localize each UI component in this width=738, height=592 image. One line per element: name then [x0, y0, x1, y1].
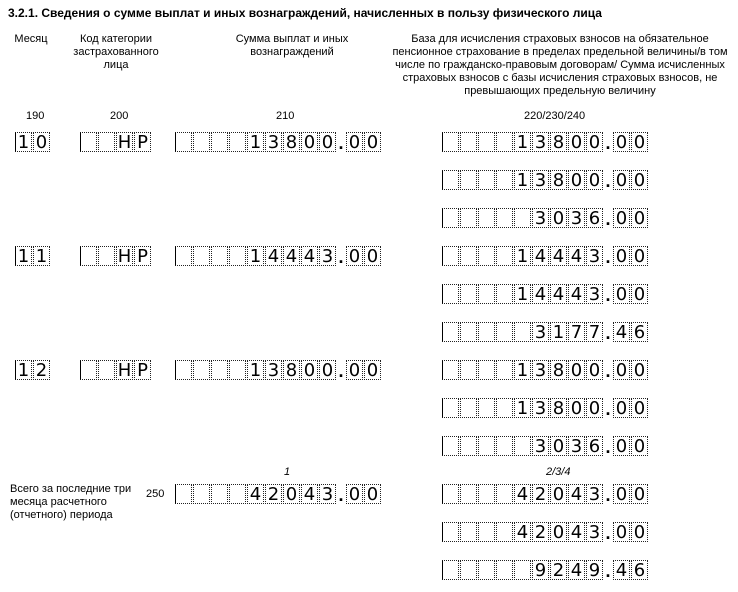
digit-cell: [442, 436, 459, 456]
digit-cell: 2: [265, 484, 282, 504]
digit-cell: 3: [319, 484, 336, 504]
digit-cell: [478, 484, 495, 504]
digit-cell: 9: [532, 560, 549, 580]
digit-cell: 4: [568, 284, 585, 304]
digit-cell: [460, 132, 477, 152]
digit-cell: [496, 398, 513, 418]
decimal-point: .: [338, 361, 344, 381]
digit-cell: [496, 208, 513, 228]
digit-cell: 4: [568, 560, 585, 580]
digit-cell: 0: [631, 170, 648, 190]
digit-cell: 0: [613, 436, 630, 456]
digit-cell: 0: [346, 484, 363, 504]
digit-cell: 0: [283, 484, 300, 504]
code-category: 200: [110, 110, 129, 122]
char-cell: Р: [134, 132, 151, 152]
digit-cell: 1: [514, 398, 531, 418]
digit-cell: [496, 484, 513, 504]
digit-cell: 3: [586, 246, 603, 266]
digit-cell: 4: [247, 484, 264, 504]
digit-cell: [442, 484, 459, 504]
sum-field[interactable]: [175, 358, 382, 380]
digit-cell: 3: [532, 132, 549, 152]
digit-cell: 8: [283, 132, 300, 152]
digit-cell: [478, 360, 495, 380]
digit-cell: 8: [550, 398, 567, 418]
digit-cell: [193, 484, 210, 504]
digit-cell: 0: [346, 360, 363, 380]
header-sum: Сумма выплат и иных вознаграждений: [235, 33, 349, 58]
digit-cell: 6: [631, 322, 648, 342]
decimal-point: .: [605, 133, 611, 153]
digit-cell: 0: [33, 132, 50, 152]
digit-cell: 4: [265, 246, 282, 266]
header-month: Месяц: [14, 33, 48, 45]
sum-field[interactable]: [175, 130, 382, 152]
char-cell: Р: [134, 246, 151, 266]
header-base: База для исчисления страховых взносов на обязательное пенсионное страхование в пределах предельной величины/в том числе по гражданско-правовым договорам/ Сумма исчисленных страховых взносов с базы исчисления страховых взносов, не превышающих предельную величину: [392, 33, 728, 97]
header-category: Код категории застрахованного лица: [73, 33, 159, 71]
decimal-point: .: [338, 133, 344, 153]
digit-cell: 6: [586, 436, 603, 456]
digit-cell: 3: [568, 208, 585, 228]
digit-cell: 1: [514, 284, 531, 304]
digit-cell: [442, 360, 459, 380]
digit-cell: [442, 208, 459, 228]
digit-cell: 4: [568, 246, 585, 266]
digit-cell: 2: [550, 560, 567, 580]
digit-cell: [211, 484, 228, 504]
digit-cell: 0: [613, 246, 630, 266]
digit-cell: [514, 436, 531, 456]
month-field[interactable]: [15, 244, 51, 266]
digit-cell: [211, 132, 228, 152]
base-field-230[interactable]: [442, 282, 649, 304]
digit-cell: [460, 322, 477, 342]
digit-cell: 1: [33, 246, 50, 266]
digit-cell: [460, 484, 477, 504]
digit-cell: 8: [550, 170, 567, 190]
digit-cell: [229, 484, 246, 504]
digit-cell: 2: [33, 360, 50, 380]
char-cell: Н: [117, 360, 132, 381]
total-base-field-240[interactable]: [442, 558, 649, 580]
digit-cell: [478, 246, 495, 266]
digit-cell: 0: [631, 208, 648, 228]
decimal-point: .: [605, 171, 611, 191]
digit-cell: 4: [613, 322, 630, 342]
digit-cell: [460, 170, 477, 190]
digit-cell: [496, 170, 513, 190]
digit-cell: 0: [613, 170, 630, 190]
digit-cell: 0: [550, 484, 567, 504]
digit-cell: [478, 560, 495, 580]
code-total-line: 250: [146, 488, 165, 500]
digit-cell: 3: [532, 436, 549, 456]
digit-cell: 8: [283, 360, 300, 380]
digit-cell: [460, 360, 477, 380]
digit-cell: 0: [550, 522, 567, 542]
digit-cell: [496, 360, 513, 380]
digit-cell: 4: [568, 522, 585, 542]
digit-cell: [478, 170, 495, 190]
digit-cell: [514, 560, 531, 580]
digit-cell: [460, 284, 477, 304]
digit-cell: 3: [319, 246, 336, 266]
digit-cell: [478, 436, 495, 456]
digit-cell: 0: [568, 132, 585, 152]
digit-cell: 6: [631, 560, 648, 580]
digit-cell: 0: [613, 360, 630, 380]
digit-cell: 0: [568, 170, 585, 190]
digit-cell: [211, 360, 228, 380]
digit-cell: 0: [631, 284, 648, 304]
digit-cell: 4: [301, 246, 318, 266]
base-field-230[interactable]: [442, 168, 649, 190]
char-cell: Н: [117, 246, 132, 267]
digit-cell: [514, 208, 531, 228]
digit-cell: 2: [532, 484, 549, 504]
decimal-point: .: [605, 209, 611, 229]
digit-cell: 2: [532, 522, 549, 542]
digit-cell: [460, 208, 477, 228]
digit-cell: 1: [550, 322, 567, 342]
base-field-240[interactable]: [442, 434, 649, 456]
decimal-point: .: [605, 523, 611, 543]
base-field-220[interactable]: [442, 244, 649, 266]
digit-cell: [460, 560, 477, 580]
digit-cell: 4: [283, 246, 300, 266]
digit-cell: 0: [586, 170, 603, 190]
digit-cell: 0: [613, 208, 630, 228]
digit-cell: 0: [613, 284, 630, 304]
digit-cell: 0: [613, 522, 630, 542]
digit-cell: [496, 132, 513, 152]
decimal-point: .: [605, 361, 611, 381]
digit-cell: [496, 246, 513, 266]
code-total-base: 2/3/4: [546, 466, 571, 478]
digit-cell: [229, 246, 246, 266]
digit-cell: [478, 398, 495, 418]
digit-cell: 4: [514, 522, 531, 542]
digit-cell: 4: [301, 484, 318, 504]
digit-cell: 4: [532, 246, 549, 266]
base-field-240[interactable]: [442, 320, 649, 342]
digit-cell: 0: [364, 360, 381, 380]
digit-cell: 8: [550, 360, 567, 380]
digit-cell: 1: [247, 132, 264, 152]
digit-cell: 3: [586, 522, 603, 542]
digit-cell: 3: [568, 436, 585, 456]
digit-cell: 0: [550, 208, 567, 228]
digit-cell: 0: [550, 436, 567, 456]
digit-cell: [193, 360, 210, 380]
digit-cell: 0: [319, 132, 336, 152]
decimal-point: .: [605, 399, 611, 419]
digit-cell: 4: [532, 284, 549, 304]
char-cell: [80, 132, 97, 152]
digit-cell: [478, 522, 495, 542]
digit-cell: 1: [247, 360, 264, 380]
digit-cell: [442, 398, 459, 418]
digit-cell: 3: [586, 284, 603, 304]
total-sum-field[interactable]: [175, 482, 382, 504]
digit-cell: [496, 322, 513, 342]
digit-cell: 3: [532, 398, 549, 418]
code-sum: 210: [276, 110, 295, 122]
category-field[interactable]: [80, 358, 152, 380]
digit-cell: [193, 246, 210, 266]
digit-cell: 4: [550, 284, 567, 304]
digit-cell: 0: [631, 246, 648, 266]
digit-cell: [175, 246, 192, 266]
digit-cell: 0: [631, 522, 648, 542]
decimal-point: .: [605, 561, 611, 581]
decimal-point: .: [605, 485, 611, 505]
digit-cell: [229, 132, 246, 152]
decimal-point: .: [605, 437, 611, 457]
digit-cell: 1: [15, 360, 32, 380]
digit-cell: 1: [514, 170, 531, 190]
digit-cell: 0: [346, 132, 363, 152]
digit-cell: 0: [586, 132, 603, 152]
digit-cell: 0: [631, 398, 648, 418]
digit-cell: [442, 246, 459, 266]
digit-cell: 0: [568, 360, 585, 380]
digit-cell: 0: [586, 398, 603, 418]
category-field[interactable]: [80, 244, 152, 266]
digit-cell: 0: [631, 132, 648, 152]
base-field-220[interactable]: [442, 358, 649, 380]
digit-cell: [442, 522, 459, 542]
digit-cell: 1: [247, 246, 264, 266]
digit-cell: 0: [364, 246, 381, 266]
decimal-point: .: [605, 323, 611, 343]
char-cell: [98, 360, 115, 380]
digit-cell: 0: [613, 132, 630, 152]
char-cell: [80, 246, 97, 266]
digit-cell: [496, 436, 513, 456]
digit-cell: [514, 322, 531, 342]
digit-cell: 0: [301, 360, 318, 380]
digit-cell: 3: [265, 132, 282, 152]
digit-cell: [442, 132, 459, 152]
digit-cell: [175, 360, 192, 380]
digit-cell: 1: [514, 246, 531, 266]
code-base: 220/230/240: [524, 110, 586, 122]
decimal-point: .: [605, 247, 611, 267]
digit-cell: 3: [532, 322, 549, 342]
digit-cell: 0: [631, 360, 648, 380]
digit-cell: 0: [568, 398, 585, 418]
digit-cell: [442, 170, 459, 190]
code-total-sum: 1: [284, 466, 291, 478]
digit-cell: 0: [631, 484, 648, 504]
digit-cell: [175, 484, 192, 504]
char-cell: Н: [117, 132, 132, 153]
digit-cell: [175, 132, 192, 152]
digit-cell: 7: [586, 322, 603, 342]
digit-cell: 0: [613, 398, 630, 418]
digit-cell: [211, 246, 228, 266]
digit-cell: 3: [586, 484, 603, 504]
code-month: 190: [26, 110, 45, 122]
digit-cell: 0: [631, 436, 648, 456]
digit-cell: 0: [319, 360, 336, 380]
digit-cell: 4: [568, 484, 585, 504]
digit-cell: [193, 132, 210, 152]
digit-cell: [496, 284, 513, 304]
digit-cell: 1: [514, 132, 531, 152]
base-field-240[interactable]: [442, 206, 649, 228]
digit-cell: 0: [364, 484, 381, 504]
digit-cell: 7: [568, 322, 585, 342]
digit-cell: 0: [586, 360, 603, 380]
digit-cell: 4: [514, 484, 531, 504]
digit-cell: [478, 208, 495, 228]
base-field-220[interactable]: [442, 130, 649, 152]
digit-cell: [478, 284, 495, 304]
digit-cell: 0: [613, 484, 630, 504]
digit-cell: [442, 560, 459, 580]
digit-cell: 1: [514, 360, 531, 380]
digit-cell: [442, 322, 459, 342]
digit-cell: [496, 560, 513, 580]
digit-cell: 3: [532, 208, 549, 228]
digit-cell: [460, 522, 477, 542]
digit-cell: 6: [586, 208, 603, 228]
digit-cell: [478, 322, 495, 342]
digit-cell: [460, 436, 477, 456]
digit-cell: 0: [301, 132, 318, 152]
char-cell: Р: [134, 360, 151, 380]
digit-cell: 9: [586, 560, 603, 580]
digit-cell: 3: [532, 170, 549, 190]
form-title: 3.2.1. Сведения о сумме выплат и иных вознаграждений, начисленных в пользу физического лица: [8, 6, 602, 20]
digit-cell: [460, 246, 477, 266]
char-cell: [80, 360, 97, 380]
digit-cell: 0: [346, 246, 363, 266]
decimal-point: .: [605, 285, 611, 305]
digit-cell: [478, 132, 495, 152]
digit-cell: 4: [613, 560, 630, 580]
digit-cell: 0: [364, 132, 381, 152]
digit-cell: [460, 398, 477, 418]
digit-cell: [496, 522, 513, 542]
sum-field[interactable]: [175, 244, 382, 266]
digit-cell: 1: [15, 246, 32, 266]
char-cell: [98, 246, 115, 266]
total-label: Всего за последние три месяца расчетного (отчетного) периода: [10, 483, 132, 521]
month-field[interactable]: [15, 358, 51, 380]
digit-cell: 3: [265, 360, 282, 380]
digit-cell: 3: [532, 360, 549, 380]
month-field[interactable]: [15, 130, 51, 152]
base-field-230[interactable]: [442, 396, 649, 418]
char-cell: [98, 132, 115, 152]
decimal-point: .: [338, 485, 344, 505]
digit-cell: [442, 284, 459, 304]
decimal-point: .: [338, 247, 344, 267]
total-base-field-230[interactable]: [442, 520, 649, 542]
digit-cell: 8: [550, 132, 567, 152]
digit-cell: [229, 360, 246, 380]
digit-cell: 4: [550, 246, 567, 266]
category-field[interactable]: [80, 130, 152, 152]
digit-cell: 1: [15, 132, 32, 152]
total-base-field-220[interactable]: [442, 482, 649, 504]
